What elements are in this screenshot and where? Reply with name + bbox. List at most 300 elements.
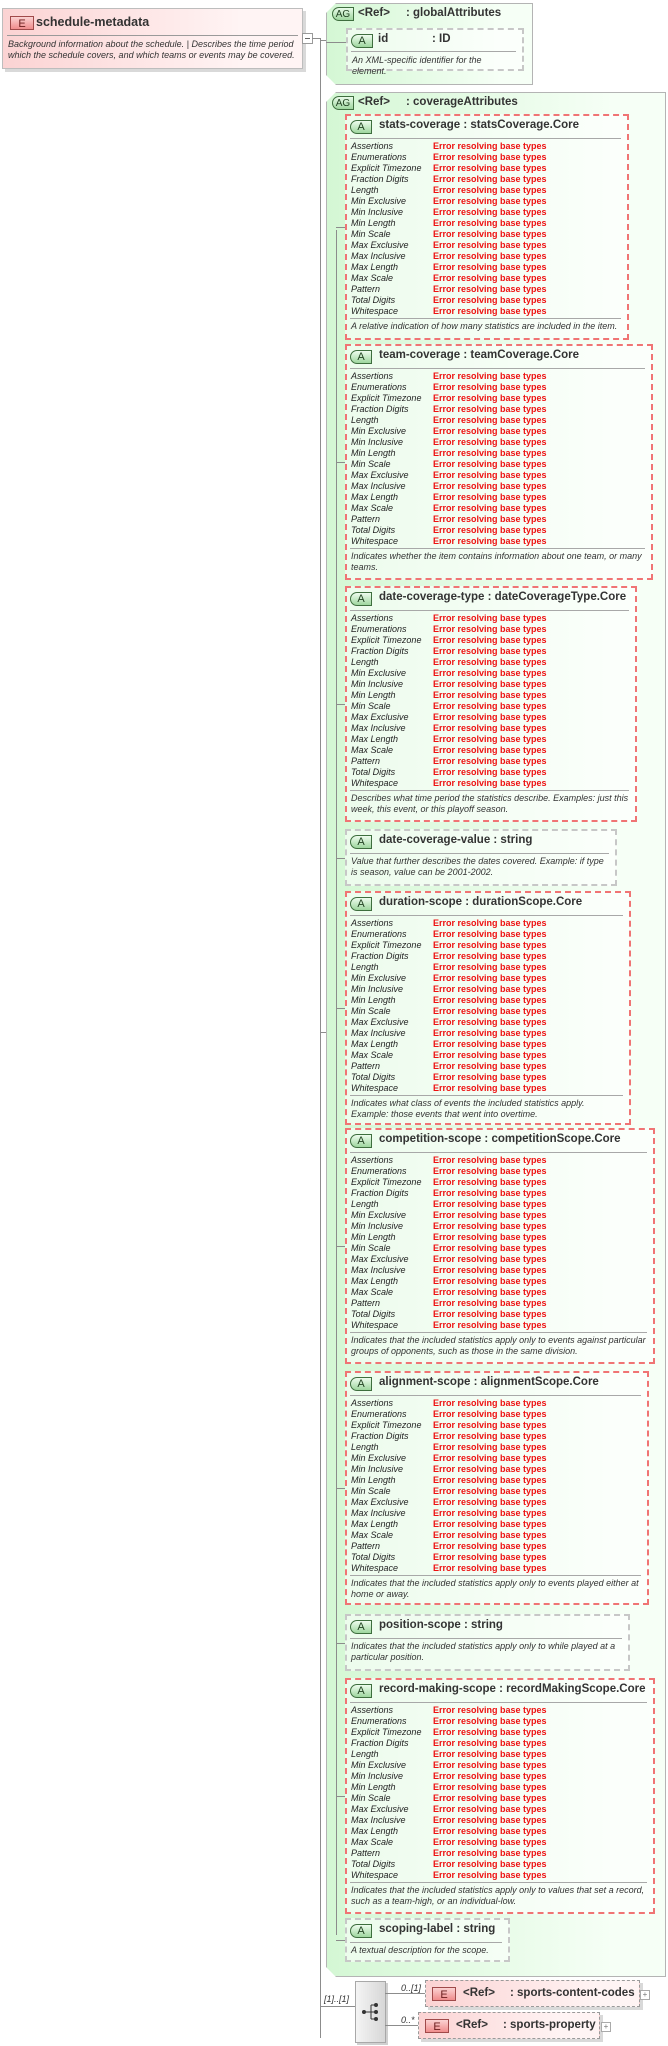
element-badge-icon: E [432,1987,456,2001]
root-separator [7,35,298,36]
root-element-box[interactable] [2,8,303,69]
facet-name: Max Length [351,492,399,502]
attribute-description: Indicates whether the item contains information about one team, or many teams. [351,551,642,572]
connector-line [336,1940,345,1941]
facet-error: Error resolving base types [433,437,547,447]
child-cardinality: 0..[1] [401,1983,422,1993]
facet-error: Error resolving base types [433,295,547,305]
facet-error: Error resolving base types [433,646,547,656]
facet-name: Min Scale [351,229,391,239]
separator [350,1575,641,1576]
facet-name: Fraction Digits [351,404,409,414]
facet-name: Total Digits [351,767,396,777]
attribute-badge-icon: A [350,350,372,364]
element-ref: <Ref> [456,2019,488,2031]
facet-error: Error resolving base types [433,503,547,513]
attribute-description: Indicates that the included statistics apply only to values that set a record, such as a team-high, or an individual-low. [351,1885,645,1906]
facet-name: Max Exclusive [351,240,409,250]
facet-name: Fraction Digits [351,646,409,656]
facet-name: Enumerations [351,624,407,634]
facet-name: Max Inclusive [351,1028,406,1038]
facet-error: Error resolving base types [433,1221,547,1231]
sequence-cardinality: [1]..[1] [324,1994,350,2004]
facet-name: Whitespace [351,536,399,546]
attribute-description: An XML-specific identifier for the element. [352,55,482,76]
facet-error: Error resolving base types [433,1727,547,1737]
attribute-badge-icon: A [350,1377,372,1391]
facet-error: Error resolving base types [433,734,547,744]
facet-error: Error resolving base types [433,1420,547,1430]
root-element-name: schedule-metadata [36,15,150,29]
facet-error: Error resolving base types [433,973,547,983]
facet-name: Fraction Digits [351,1738,409,1748]
facet-name: Min Scale [351,459,391,469]
connector-line [385,2025,418,2026]
facet-error: Error resolving base types [433,1793,547,1803]
attribute-description: A textual description for the scope. [351,1945,489,1955]
connector-line [336,1488,345,1489]
facet-error: Error resolving base types [433,481,547,491]
facet-error: Error resolving base types [433,284,547,294]
facet-name: Min Inclusive [351,1464,404,1474]
facet-name: Enumerations [351,1166,407,1176]
facet-error: Error resolving base types [433,1760,547,1770]
facet-name: Min Exclusive [351,1760,407,1770]
attribute-badge-icon: A [350,1134,372,1148]
facet-error: Error resolving base types [433,218,547,228]
facet-name: Min Length [351,1475,396,1485]
attribute-title: record-making-scope : recordMakingScope.Core [379,1683,646,1695]
facet-error: Error resolving base types [433,1050,547,1060]
connector-line [336,1643,345,1644]
facet-error: Error resolving base types [433,1552,547,1562]
facet-name: Pattern [351,1848,381,1858]
facet-name: Max Scale [351,1530,394,1540]
element-sports-property[interactable] [418,2012,600,2039]
attribute-title: competition-scope : competitionScope.Core [379,1133,621,1145]
facet-name: Assertions [351,141,394,151]
separator [350,1942,502,1943]
facet-name: Min Scale [351,1006,391,1016]
facet-name: Min Inclusive [351,1771,404,1781]
facet-name: Whitespace [351,778,399,788]
attribute-position-scope[interactable] [345,1614,630,1671]
facet-error: Error resolving base types [433,382,547,392]
attribute-description: Indicates what class of events the included statistics apply. Example: those events that went into overtime. [351,1098,585,1119]
facet-name: Length [351,1199,379,1209]
attribute-id[interactable] [346,28,524,76]
facet-name: Enumerations [351,382,407,392]
facet-error: Error resolving base types [433,690,547,700]
facet-error: Error resolving base types [433,1530,547,1540]
separator [350,1095,623,1096]
facet-name: Pattern [351,756,381,766]
attribute-date-coverage-type[interactable] [345,586,637,822]
facet-error: Error resolving base types [433,1072,547,1082]
facet-name: Max Exclusive [351,1497,409,1507]
element-badge-icon: E [425,2019,449,2033]
facet-name: Length [351,185,379,195]
facet-name: Explicit Timezone [351,1177,422,1187]
facet-name: Whitespace [351,1563,399,1573]
facet-name: Min Length [351,218,396,228]
facet-error: Error resolving base types [433,207,547,217]
facet-error: Error resolving base types [433,393,547,403]
connector-line [336,858,345,859]
facet-name: Explicit Timezone [351,163,422,173]
facet-name: Min Exclusive [351,196,407,206]
facet-name: Total Digits [351,295,396,305]
facet-name: Total Digits [351,1072,396,1082]
connector-line [336,227,345,228]
facet-error: Error resolving base types [433,679,547,689]
attribute-title: alignment-scope : alignmentScope.Core [379,1376,599,1388]
facet-error: Error resolving base types [433,1815,547,1825]
facet-name: Assertions [351,1398,394,1408]
attribute-name: id [378,33,389,45]
attribute-duration-scope[interactable] [345,891,631,1125]
attribute-description: Describes what time period the statistics describe. Examples: just this week, this event, or this playoff season. [351,793,629,814]
facet-error: Error resolving base types [433,1541,547,1551]
facet-name: Min Length [351,690,396,700]
facet-name: Enumerations [351,929,407,939]
sequence-compositor[interactable] [355,1981,386,2043]
facet-name: Total Digits [351,525,396,535]
attribute-team-coverage[interactable] [345,344,653,580]
facet-error: Error resolving base types [433,995,547,1005]
facet-name: Max Scale [351,1837,394,1847]
connector-line [336,462,345,463]
attribute-description: Indicates that the included statistics apply only to events played either at home or away. [351,1578,639,1599]
facet-error: Error resolving base types [433,1398,547,1408]
facet-error: Error resolving base types [433,1519,547,1529]
global-attributes-name: : globalAttributes [406,7,502,19]
facet-name: Min Exclusive [351,1210,407,1220]
connector-line [312,38,320,39]
facet-error: Error resolving base types [433,1431,547,1441]
facet-error: Error resolving base types [433,1716,547,1726]
separator [350,790,629,791]
facet-name: Enumerations [351,1716,407,1726]
attribute-badge-icon: A [350,835,372,849]
attribute-type: : ID [432,33,451,45]
facet-name: Min Exclusive [351,668,407,678]
facet-name: Pattern [351,1298,381,1308]
facet-name: Assertions [351,1705,394,1715]
separator [350,1638,622,1639]
facet-name: Explicit Timezone [351,635,422,645]
facet-error: Error resolving base types [433,984,547,994]
facet-name: Assertions [351,1155,394,1165]
facet-name: Explicit Timezone [351,1420,422,1430]
facet-error: Error resolving base types [433,1320,547,1330]
separator [350,548,645,549]
facet-name: Max Exclusive [351,712,409,722]
attribute-title: date-coverage-type : dateCoverageType.Core [379,591,627,603]
attribute-group-badge-icon: AG [332,96,354,110]
facet-name: Whitespace [351,1870,399,1880]
facet-name: Max Length [351,1519,399,1529]
separator [350,1332,647,1333]
facet-error: Error resolving base types [433,929,547,939]
facet-error: Error resolving base types [433,1177,547,1187]
facet-error: Error resolving base types [433,196,547,206]
facet-error: Error resolving base types [433,1837,547,1847]
facet-error: Error resolving base types [433,1298,547,1308]
facet-name: Max Length [351,1826,399,1836]
facet-name: Length [351,1442,379,1452]
facet-error: Error resolving base types [433,492,547,502]
facet-name: Min Length [351,995,396,1005]
facet-error: Error resolving base types [433,613,547,623]
facet-error: Error resolving base types [433,1442,547,1452]
connector-line [336,1246,345,1247]
attribute-badge-icon: A [350,1684,372,1698]
facet-name: Max Exclusive [351,1804,409,1814]
facet-name: Max Length [351,262,399,272]
facet-error: Error resolving base types [433,251,547,261]
element-sports-content-codes[interactable] [425,1980,640,2007]
facet-error: Error resolving base types [433,1782,547,1792]
separator [351,51,516,52]
coverage-attributes-ref: <Ref> [358,96,390,108]
facet-name: Whitespace [351,306,399,316]
facet-name: Length [351,657,379,667]
facet-error: Error resolving base types [433,778,547,788]
facet-name: Max Exclusive [351,1254,409,1264]
facet-name: Min Exclusive [351,973,407,983]
root-description: Background information about the schedule. | Describes the time period which the schedule covers, and which teams or events may be covered. [8,39,295,60]
facet-error: Error resolving base types [433,459,547,469]
facet-name: Min Scale [351,1243,391,1253]
facet-error: Error resolving base types [433,1039,547,1049]
facet-error: Error resolving base types [433,1254,547,1264]
attribute-badge-icon: A [350,897,372,911]
facet-error: Error resolving base types [433,624,547,634]
facet-error: Error resolving base types [433,756,547,766]
facet-error: Error resolving base types [433,1166,547,1176]
facet-error: Error resolving base types [433,668,547,678]
attribute-record-making-scope[interactable] [345,1678,655,1914]
facet-error: Error resolving base types [433,723,547,733]
element-name: : sports-property [503,2019,596,2031]
connector-line [336,230,337,1935]
facet-error: Error resolving base types [433,1826,547,1836]
facet-name: Length [351,962,379,972]
facet-error: Error resolving base types [433,1232,547,1242]
facet-error: Error resolving base types [433,951,547,961]
connector-line [336,1796,345,1797]
facet-error: Error resolving base types [433,1083,547,1093]
facet-error: Error resolving base types [433,1309,547,1319]
attribute-badge-icon: A [350,1924,372,1938]
facet-name: Total Digits [351,1859,396,1869]
facet-error: Error resolving base types [433,1155,547,1165]
global-attributes-ref: <Ref> [358,7,390,19]
facet-error: Error resolving base types [433,415,547,425]
facet-error: Error resolving base types [433,229,547,239]
facet-error: Error resolving base types [433,745,547,755]
facet-name: Max Scale [351,273,394,283]
facet-name: Min Inclusive [351,1221,404,1231]
facet-error: Error resolving base types [433,1199,547,1209]
attribute-description: Value that further describes the dates covered. Example: if type is season, value can be 2001-2002. [351,856,604,877]
facet-error: Error resolving base types [433,940,547,950]
facet-error: Error resolving base types [433,240,547,250]
facet-name: Whitespace [351,1320,399,1330]
facet-name: Max Inclusive [351,251,406,261]
attribute-badge-icon: A [351,34,373,48]
attribute-group-badge-icon: AG [332,7,354,21]
facet-name: Total Digits [351,1309,396,1319]
facet-name: Pattern [351,1061,381,1071]
facet-error: Error resolving base types [433,712,547,722]
separator [350,610,629,611]
facet-name: Assertions [351,918,394,928]
facet-error: Error resolving base types [433,1870,547,1880]
facet-name: Pattern [351,1541,381,1551]
facet-error: Error resolving base types [433,1749,547,1759]
facet-name: Min Length [351,1782,396,1792]
attribute-description: Indicates that the included statistics apply only to events against particular groups of opponents, such as those in the same division. [351,1335,646,1356]
facet-name: Max Exclusive [351,470,409,480]
facet-error: Error resolving base types [433,1497,547,1507]
facet-name: Max Scale [351,1050,394,1060]
attribute-stats-coverage[interactable] [345,114,629,340]
facet-name: Max Inclusive [351,1265,406,1275]
attribute-title: team-coverage : teamCoverage.Core [379,349,580,361]
separator [350,318,621,319]
separator [350,915,623,916]
facet-error: Error resolving base types [433,262,547,272]
connector-line [320,38,321,2038]
facet-error: Error resolving base types [433,448,547,458]
facet-error: Error resolving base types [433,1771,547,1781]
facet-error: Error resolving base types [433,1453,547,1463]
facet-name: Max Inclusive [351,1508,406,1518]
facet-name: Min Scale [351,1486,391,1496]
facet-error: Error resolving base types [433,1409,547,1419]
separator [350,1702,647,1703]
connector-line [336,1008,345,1009]
facet-error: Error resolving base types [433,1243,547,1253]
separator [350,1395,641,1396]
facet-error: Error resolving base types [433,1859,547,1869]
attribute-title: stats-coverage : statsCoverage.Core [379,119,580,131]
facet-name: Fraction Digits [351,174,409,184]
facet-name: Max Length [351,734,399,744]
connector-line [385,1993,425,1994]
facet-name: Total Digits [351,1552,396,1562]
facet-name: Max Length [351,1276,399,1286]
facet-error: Error resolving base types [433,306,547,316]
attribute-title: date-coverage-value : string [379,834,533,846]
facet-error: Error resolving base types [433,1738,547,1748]
facet-error: Error resolving base types [433,174,547,184]
facet-error: Error resolving base types [433,404,547,414]
facet-error: Error resolving base types [433,1188,547,1198]
facet-error: Error resolving base types [433,1475,547,1485]
facet-name: Min Inclusive [351,207,404,217]
facet-error: Error resolving base types [433,657,547,667]
facet-name: Max Inclusive [351,723,406,733]
separator [350,853,609,854]
facet-error: Error resolving base types [433,1486,547,1496]
facet-name: Length [351,1749,379,1759]
facet-name: Fraction Digits [351,1188,409,1198]
child-cardinality: 0..* [401,2015,415,2025]
facet-name: Enumerations [351,152,407,162]
facet-error: Error resolving base types [433,470,547,480]
facet-name: Fraction Digits [351,1431,409,1441]
separator [350,138,621,139]
facet-name: Min Length [351,448,396,458]
connector-line [336,704,345,705]
facet-name: Assertions [351,613,394,623]
separator [350,1882,647,1883]
facet-name: Max Inclusive [351,481,406,491]
attribute-title: duration-scope : durationScope.Core [379,896,583,908]
facet-name: Explicit Timezone [351,393,422,403]
facet-name: Pattern [351,284,381,294]
facet-error: Error resolving base types [433,1276,547,1286]
facet-error: Error resolving base types [433,1848,547,1858]
facet-error: Error resolving base types [433,1028,547,1038]
facet-name: Max Scale [351,745,394,755]
attribute-description: A relative indication of how many statistics are included in the item. [351,321,618,331]
facet-error: Error resolving base types [433,1017,547,1027]
facet-name: Whitespace [351,1083,399,1093]
facet-error: Error resolving base types [433,152,547,162]
sequence-icon [361,2002,381,2022]
facet-error: Error resolving base types [433,141,547,151]
attribute-date-coverage-value[interactable] [345,829,617,886]
facet-name: Min Length [351,1232,396,1242]
facet-error: Error resolving base types [433,701,547,711]
expand-button[interactable]: + [601,2022,611,2032]
facet-error: Error resolving base types [433,185,547,195]
facet-name: Fraction Digits [351,951,409,961]
coverage-attributes-name: : coverageAttributes [406,96,518,108]
facet-name: Max Inclusive [351,1815,406,1825]
expand-button[interactable]: + [640,1990,650,2000]
facet-name: Explicit Timezone [351,1727,422,1737]
facet-error: Error resolving base types [433,371,547,381]
facet-error: Error resolving base types [433,1265,547,1275]
facet-name: Min Scale [351,701,391,711]
facet-error: Error resolving base types [433,1061,547,1071]
facet-name: Min Exclusive [351,426,407,436]
facet-error: Error resolving base types [433,1006,547,1016]
facet-error: Error resolving base types [433,1804,547,1814]
facet-error: Error resolving base types [433,273,547,283]
facet-name: Min Inclusive [351,984,404,994]
facet-error: Error resolving base types [433,635,547,645]
attribute-alignment-scope[interactable] [345,1371,649,1605]
attribute-competition-scope[interactable] [345,1128,655,1364]
facet-error: Error resolving base types [433,1508,547,1518]
facet-error: Error resolving base types [433,514,547,524]
facet-error: Error resolving base types [433,1287,547,1297]
attribute-title: scoping-label : string [379,1923,496,1935]
facet-error: Error resolving base types [433,1210,547,1220]
facet-error: Error resolving base types [433,1563,547,1573]
connector-line [326,42,346,43]
element-badge-icon: E [10,16,34,30]
facet-name: Explicit Timezone [351,940,422,950]
attribute-scoping-label[interactable] [345,1918,510,1962]
attribute-badge-icon: A [350,1620,372,1634]
